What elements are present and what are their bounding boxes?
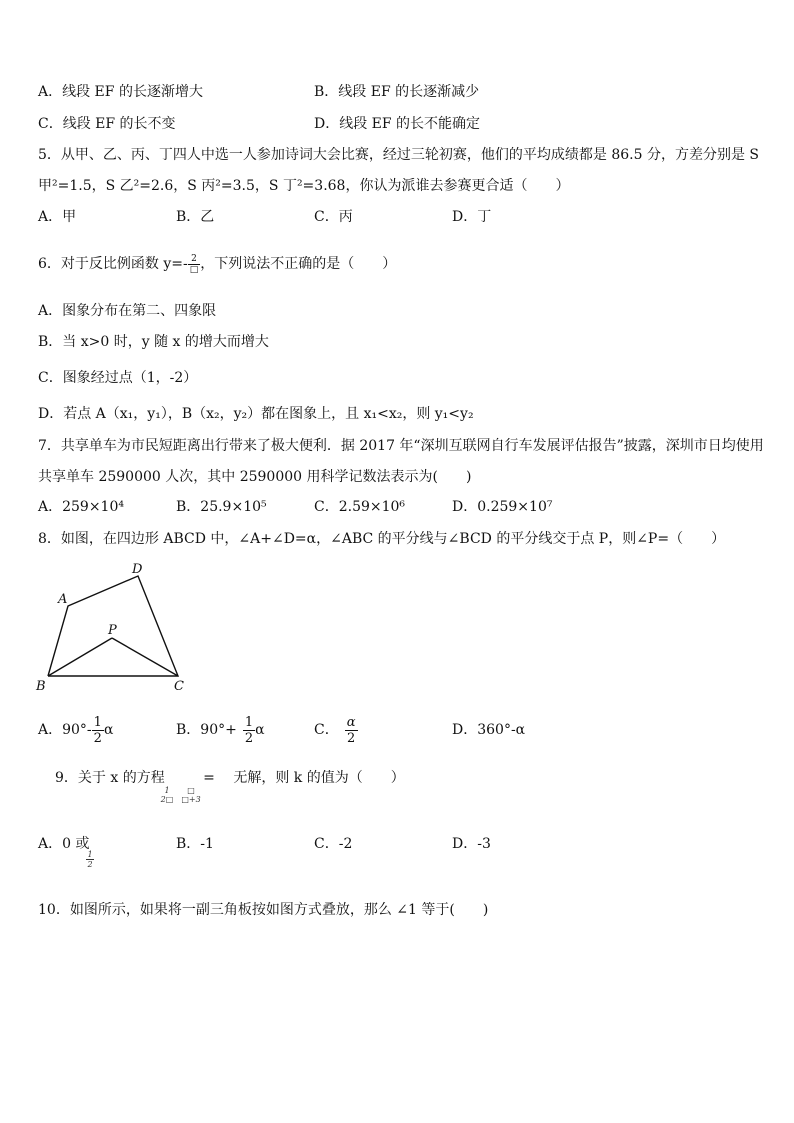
q9-opt-a-den: 2 — [87, 860, 93, 869]
q9-stem-pre: 9．关于 x 的方程 — [55, 770, 165, 786]
q8-b-den: 2 — [244, 730, 254, 746]
q6-fraction — [188, 254, 201, 275]
q8-c-den: 2 — [346, 730, 356, 746]
q7-stem-line1: 7．共享单车为市民短距离出行带来了极大便利．据 2017 年“深圳互联网自行车发展评估报告”披露，深圳市日均使用 — [38, 438, 764, 454]
q9-stem-post: 无解，则 k 的值为（ ） — [233, 770, 405, 786]
q6-stem-before: 6．对于反比例函数 y=- — [38, 256, 188, 272]
q7-option-b: B．25.9×10⁵ — [176, 499, 267, 515]
q9-right-fraction — [180, 786, 202, 804]
q6-option-b: B．当 x>0 时，y 随 x 的增大而增大 — [38, 334, 269, 350]
q9-option-b: B．-1 — [176, 836, 214, 852]
q6-option-d: D．若点 A（x₁，y₁），B（x₂，y₂）都在图象上，且 x₁<x₂，则 y₁<y₂ — [38, 406, 474, 422]
q4-option-d: D．线段 EF 的长不能确定 — [314, 116, 481, 132]
q8-option-a-pre: A．90°- — [38, 722, 92, 738]
q7-stem-line2: 共享单车 2590000 人次，其中 2590000 用科学记数法表示为( ) — [38, 469, 472, 485]
q8-b-num: 1 — [244, 714, 254, 730]
q6-option-c: C．图象经过点（1，-2） — [38, 370, 198, 386]
q8-quadrilateral-figure — [30, 558, 200, 698]
q5-option-c: C．丙 — [314, 209, 353, 225]
q8-option-c-pre: C． — [314, 722, 339, 738]
q8-option-b-post: α — [255, 722, 265, 738]
q10-stem: 10．如图所示，如果将一副三角板按如图方式叠放，那么 ∠1 等于( ) — [38, 902, 489, 918]
q4-option-c: C．线段 EF 的长不变 — [38, 116, 176, 132]
q8-stem: 8．如图，在四边形 ABCD 中，∠A+∠D=α，∠ABC 的平分线与∠BCD 的平分线交于点 P，则∠P=（ ） — [38, 531, 726, 547]
q8-option-b-frac — [243, 715, 255, 746]
label-b: B — [36, 679, 46, 694]
q5-stem-line1: 5．从甲、乙、丙、丁四人中选一人参加诗词大会比赛，经过三轮初赛，他们的平均成绩都是 86.5 分，方差分别是 S — [38, 147, 760, 163]
q7-option-a: A．259×10⁴ — [38, 499, 124, 515]
q6-frac-num: 2 — [188, 254, 201, 265]
q8-option-b-pre: B．90°+ — [176, 722, 237, 738]
q8-option-c-frac — [345, 715, 358, 746]
q9-option-a: A．0 或 — [38, 836, 90, 852]
q9-right-num: □ — [187, 786, 195, 795]
label-a: A — [58, 592, 68, 607]
q4-option-a: A．线段 EF 的长逐渐增大 — [38, 84, 203, 100]
q5-option-a: A．甲 — [38, 209, 77, 225]
q5-option-d: D．丁 — [452, 209, 492, 225]
q6-stem-after: ，下列说法不正确的是（ ） — [200, 256, 397, 272]
label-c: C — [174, 679, 184, 694]
q8-c-num: α — [346, 714, 356, 730]
q5-stem-line2: 甲²=1.5，S 乙²=2.6，S 丙²=3.5，S 丁²=3.68，你认为派谁去参赛更合适（ ） — [38, 178, 570, 194]
bisector-cp — [112, 638, 178, 676]
q8-option-a-post: α — [103, 722, 114, 738]
label-d: D — [132, 562, 143, 577]
q9-left-fraction — [160, 786, 174, 804]
q9-stem — [55, 768, 405, 788]
q9-left-den: 2□ — [160, 795, 174, 804]
label-p: P — [108, 623, 117, 638]
q9-option-d: D．-3 — [452, 836, 491, 852]
q7-option-d: D．0.259×10⁷ — [452, 499, 553, 515]
q5-option-b: B．乙 — [176, 209, 215, 225]
q8-option-c — [314, 712, 358, 748]
q8-option-a — [38, 712, 113, 748]
q9-eq-mid: = — [203, 770, 215, 786]
q9-opt-a-num: 1 — [87, 850, 93, 859]
q8-a-den: 2 — [93, 730, 102, 746]
q9-left-num: 1 — [164, 786, 170, 795]
q9-option-c: C．-2 — [314, 836, 353, 852]
q6-option-a: A．图象分布在第二、四象限 — [38, 303, 217, 319]
q6-stem — [38, 250, 396, 278]
q8-a-num: 1 — [93, 714, 102, 730]
q7-option-c: C．2.59×10⁶ — [314, 499, 406, 515]
q8-option-b — [176, 712, 265, 748]
q9-option-a-fraction — [86, 850, 94, 869]
q6-frac-den: □ — [189, 264, 199, 275]
q8-option-a-frac — [92, 715, 104, 746]
q4-option-b: B．线段 EF 的长逐渐减少 — [314, 84, 480, 100]
q9-right-den: □+3 — [181, 795, 201, 804]
q8-option-d: D．360°-α — [452, 722, 526, 738]
